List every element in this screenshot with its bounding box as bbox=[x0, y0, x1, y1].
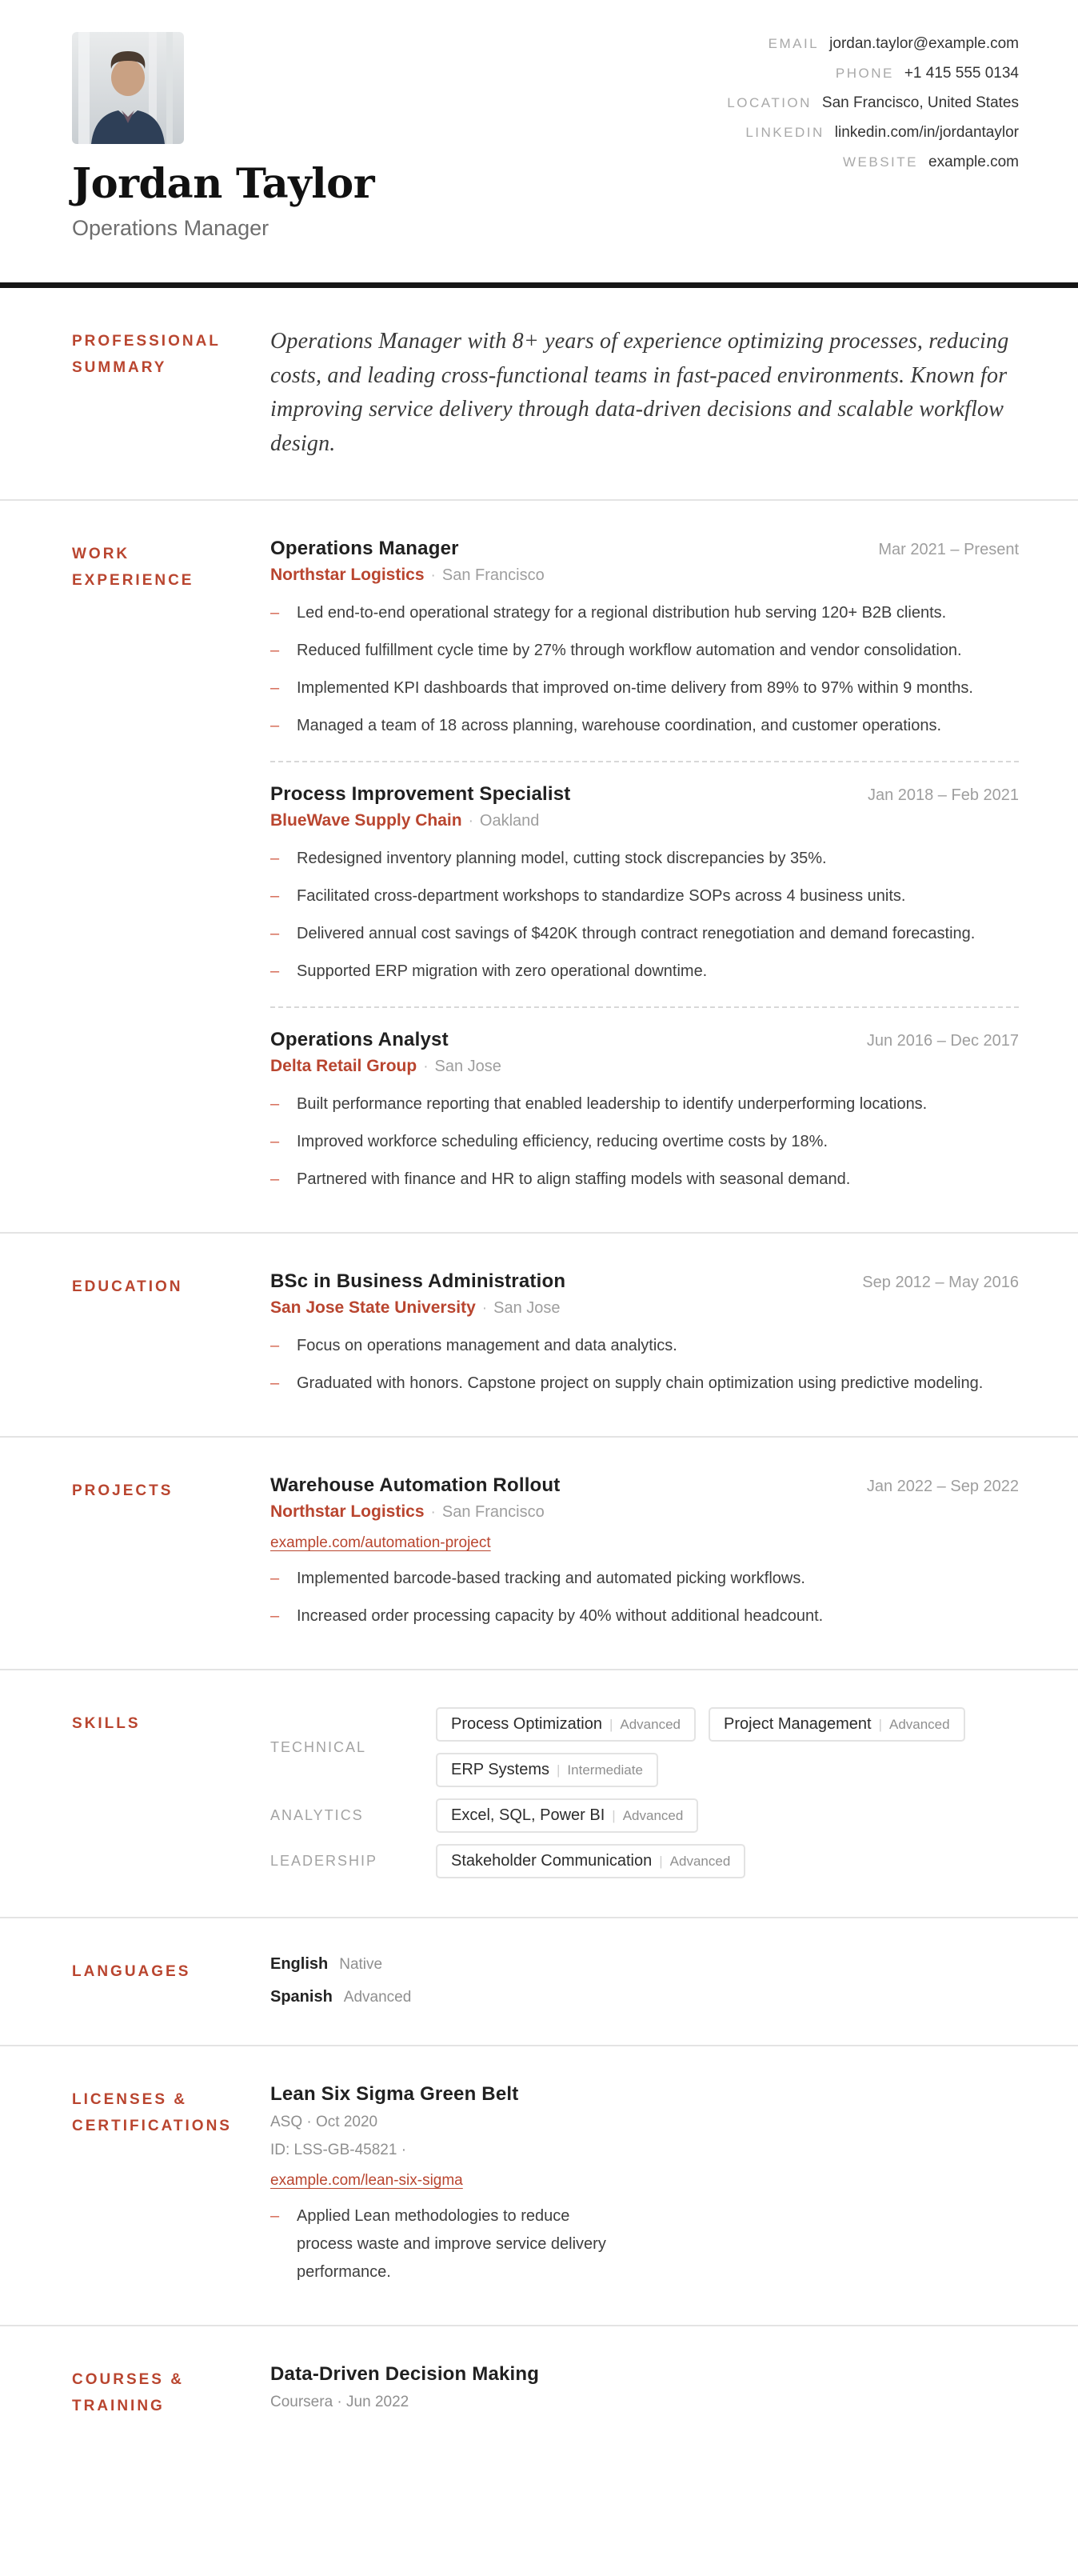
entry-head bbox=[270, 1474, 1019, 1497]
bullet-item bbox=[270, 712, 1019, 740]
language-level: Native bbox=[339, 1956, 383, 1974]
bullet-list bbox=[270, 1090, 1019, 1194]
section-label: PROJECTS bbox=[72, 1482, 174, 1500]
section-languages bbox=[0, 1917, 1078, 2045]
section-label: LANGUAGES bbox=[72, 1963, 191, 1981]
contact-label: LOCATION bbox=[727, 95, 812, 110]
entry-title: Operations Manager bbox=[270, 538, 459, 560]
bullet-text: Graduated with honors. Capstone project on supply chain optimization using predictive modeling. bbox=[297, 1374, 984, 1393]
section-certifications bbox=[0, 2045, 1078, 2325]
contact-label: LINKEDIN bbox=[745, 125, 824, 140]
skill-chip bbox=[436, 1753, 658, 1787]
bullet-dash: – bbox=[270, 1374, 280, 1393]
dot-separator: · bbox=[430, 1504, 436, 1522]
entry-location: San Jose bbox=[434, 1058, 501, 1076]
bullet-text: Facilitated cross-department workshops to standardize SOPs across 4 business units. bbox=[297, 887, 906, 906]
work-entry bbox=[270, 538, 1019, 740]
company-name: Delta Retail Group bbox=[270, 1057, 417, 1076]
work-entries bbox=[270, 538, 1019, 1194]
bullet-dash: – bbox=[270, 1337, 280, 1355]
entry-meta bbox=[270, 1502, 1019, 1522]
skill-level: Advanced bbox=[669, 1854, 731, 1870]
entry-title: Process Improvement Specialist bbox=[270, 783, 571, 806]
bullet-text: Delivered annual cost savings of $420K through contract renegotiation and demand forecasting. bbox=[297, 925, 976, 943]
skill-group-label: LEADERSHIP bbox=[270, 1853, 378, 1870]
skill-chip bbox=[436, 1707, 696, 1742]
skill-chips bbox=[436, 1798, 1019, 1833]
bullet-text: Reduced fulfillment cycle time by 27% through workflow automation and vendor consolidation. bbox=[297, 642, 962, 660]
certification-link-line bbox=[270, 2172, 616, 2190]
profile-photo-image bbox=[72, 32, 184, 144]
entry-title: Operations Analyst bbox=[270, 1029, 449, 1051]
bullet-item bbox=[270, 599, 1019, 627]
company-name: Northstar Logistics bbox=[270, 1502, 425, 1522]
language-row bbox=[270, 1955, 1019, 1974]
bullet-item bbox=[270, 845, 1019, 873]
section-projects bbox=[0, 1436, 1078, 1669]
dot-separator: · bbox=[423, 1058, 429, 1076]
bullet-dash: – bbox=[270, 679, 280, 698]
section-courses bbox=[0, 2325, 1078, 2458]
entry-head bbox=[270, 1270, 1019, 1293]
pipe-separator: | bbox=[609, 1717, 613, 1733]
contact-row-linkedin bbox=[727, 124, 1019, 142]
entry-date: Sep 2012 – May 2016 bbox=[862, 1274, 1019, 1292]
skill-name: Process Optimization bbox=[451, 1715, 602, 1734]
contact-row-location bbox=[727, 94, 1019, 112]
course-issuer-date: Coursera · Jun 2022 bbox=[270, 2394, 409, 2411]
skill-chip bbox=[436, 1798, 698, 1833]
bullet-text: Managed a team of 18 across planning, warehouse coordination, and customer operations. bbox=[297, 717, 942, 735]
pipe-separator: | bbox=[557, 1762, 561, 1778]
person-job-title: Operations Manager bbox=[72, 216, 270, 241]
bullet-dash: – bbox=[270, 1170, 280, 1189]
entry-date: Mar 2021 – Present bbox=[878, 541, 1019, 559]
bullet-text: Applied Lean methodologies to reduce process waste and improve service delivery performance. bbox=[297, 2207, 606, 2282]
section-work-experience bbox=[0, 499, 1078, 1232]
language-name: English bbox=[270, 1955, 329, 1974]
section-label: WORK EXPERIENCE bbox=[72, 546, 194, 590]
bullet-item bbox=[270, 1602, 1019, 1630]
language-row bbox=[270, 1988, 1019, 2006]
bullet-text: Improved workforce scheduling efficiency, reducing overtime costs by 18%. bbox=[297, 1133, 828, 1151]
course-title: Data-Driven Decision Making bbox=[270, 2363, 540, 2386]
person-name: Jordan Taylor bbox=[72, 160, 375, 208]
contact-label: WEBSITE bbox=[842, 154, 918, 170]
language-list bbox=[270, 1955, 1019, 2006]
bullet-text: Implemented barcode-based tracking and automated picking workflows. bbox=[297, 1570, 805, 1588]
bullet-text: Increased order processing capacity by 40% without additional headcount. bbox=[297, 1607, 824, 1626]
project-entry bbox=[270, 1474, 1019, 1630]
skill-group-label: TECHNICAL bbox=[270, 1738, 367, 1755]
skill-group-label: ANALYTICS bbox=[270, 1807, 364, 1824]
bullet-text: Supported ERP migration with zero operational downtime. bbox=[297, 962, 708, 981]
contact-value-location: San Francisco, United States bbox=[821, 94, 1019, 111]
skill-level: Advanced bbox=[888, 1717, 950, 1733]
bullet-dash: – bbox=[270, 962, 280, 981]
bullet-text: Led end-to-end operational strategy for a regional distribution hub serving 120+ B2B clients. bbox=[297, 604, 947, 622]
entry-divider bbox=[270, 761, 1019, 762]
section-professional-summary bbox=[0, 288, 1078, 499]
section-label: PROFESSIONAL SUMMARY bbox=[72, 333, 221, 377]
bullet-dash: – bbox=[270, 1607, 280, 1626]
certification-entry bbox=[270, 2083, 616, 2286]
skill-chips bbox=[436, 1844, 1019, 1878]
bullet-text: Focus on operations management and data analytics. bbox=[297, 1337, 677, 1355]
bullet-item bbox=[270, 920, 1019, 948]
entry-head bbox=[270, 783, 1019, 806]
education-entry bbox=[270, 1270, 1019, 1398]
bullet-item bbox=[270, 1332, 1019, 1360]
section-label: SKILLS bbox=[72, 1715, 141, 1733]
bullet-dash: – bbox=[270, 925, 280, 943]
bullet-item bbox=[270, 1166, 1019, 1194]
bullet-item bbox=[270, 2202, 616, 2286]
company-name: BlueWave Supply Chain bbox=[270, 811, 462, 830]
bullet-text: Implemented KPI dashboards that improved on-time delivery from 89% to 97% within 9 months. bbox=[297, 679, 973, 698]
section-skills bbox=[0, 1669, 1078, 1917]
bullet-dash: – bbox=[270, 887, 280, 906]
skill-groups bbox=[270, 1707, 1019, 1878]
section-label: LICENSES & CERTIFICATIONS bbox=[72, 2091, 232, 2135]
skill-group-analytics bbox=[270, 1798, 1019, 1833]
bullet-list bbox=[270, 1565, 1019, 1630]
bullet-dash: – bbox=[270, 1095, 280, 1114]
bullet-dash: – bbox=[270, 642, 280, 660]
contact-row-website bbox=[727, 154, 1019, 171]
entry-divider bbox=[270, 1006, 1019, 1008]
contact-label: EMAIL bbox=[768, 36, 820, 51]
resume-header bbox=[0, 0, 1078, 282]
bullet-item bbox=[270, 637, 1019, 665]
dot-separator: · bbox=[468, 813, 473, 830]
skill-group-technical bbox=[270, 1707, 1019, 1787]
entry-location: San Jose bbox=[493, 1299, 561, 1318]
project-link-line bbox=[270, 1534, 1019, 1552]
skill-chip bbox=[436, 1844, 745, 1878]
bullet-dash: – bbox=[270, 1570, 280, 1588]
contact-label: PHONE bbox=[835, 66, 894, 81]
bullet-dash: – bbox=[270, 1133, 280, 1151]
section-education bbox=[0, 1232, 1078, 1436]
certification-id: ID: LSS-GB-45821 · bbox=[270, 2142, 407, 2159]
course-entry bbox=[270, 2363, 1019, 2420]
contact-row-email bbox=[727, 35, 1019, 53]
certification-issuer-date: ASQ · Oct 2020 bbox=[270, 2114, 378, 2131]
entry-head bbox=[270, 1029, 1019, 1051]
language-name: Spanish bbox=[270, 1988, 333, 2006]
bullet-dash: – bbox=[270, 850, 280, 868]
summary-text: Operations Manager with 8+ years of experience optimizing processes, reducing costs, and leading cross-functional teams in fast-paced environments. Known for improving service delivery through data-driven decisions and scalable workflow design. bbox=[270, 329, 1009, 456]
pipe-separator: | bbox=[612, 1808, 616, 1824]
bullet-text: Partnered with finance and HR to align staffing models with seasonal demand. bbox=[297, 1170, 851, 1189]
bullet-item bbox=[270, 958, 1019, 986]
section-label: COURSES & TRAINING bbox=[72, 2371, 184, 2415]
company-name: Northstar Logistics bbox=[270, 566, 425, 585]
bullet-dash: – bbox=[270, 2207, 280, 2226]
section-label: EDUCATION bbox=[72, 1278, 183, 1296]
entry-date: Jan 2018 – Feb 2021 bbox=[867, 786, 1019, 805]
skill-name: Excel, SQL, Power BI bbox=[451, 1806, 605, 1825]
header-divider bbox=[0, 282, 1078, 288]
contact-value-phone: +1 415 555 0134 bbox=[904, 65, 1019, 82]
bullet-list bbox=[270, 1332, 1019, 1398]
dot-separator: · bbox=[481, 1300, 488, 1318]
dot-separator: · bbox=[430, 567, 436, 585]
bullet-item bbox=[270, 882, 1019, 910]
bullet-text: Redesigned inventory planning model, cutting stock discrepancies by 35%. bbox=[297, 850, 827, 868]
work-entry bbox=[270, 783, 1019, 986]
school-name: San Jose State University bbox=[270, 1298, 476, 1318]
bullet-item bbox=[270, 1370, 1019, 1398]
pipe-separator: | bbox=[878, 1717, 882, 1733]
certification-title: Lean Six Sigma Green Belt bbox=[270, 2083, 519, 2106]
bullet-text: Built performance reporting that enabled leadership to identify underperforming locations. bbox=[297, 1095, 928, 1114]
skill-chip bbox=[709, 1707, 965, 1742]
bullet-item bbox=[270, 674, 1019, 702]
bullet-dash: – bbox=[270, 717, 280, 735]
skill-level: Advanced bbox=[620, 1717, 681, 1733]
certification-link[interactable]: example.com/lean-six-sigma bbox=[270, 2172, 463, 2190]
bullet-list bbox=[270, 599, 1019, 740]
entry-meta bbox=[270, 566, 1019, 585]
project-link[interactable]: example.com/automation-project bbox=[270, 1534, 491, 1552]
language-level: Advanced bbox=[343, 1989, 412, 2006]
skill-name: Stakeholder Communication bbox=[451, 1852, 653, 1870]
bullet-list bbox=[270, 2202, 616, 2286]
entry-location: San Francisco bbox=[441, 566, 545, 585]
skill-level: Advanced bbox=[622, 1808, 684, 1824]
entry-meta bbox=[270, 1298, 1019, 1318]
degree-title: BSc in Business Administration bbox=[270, 1270, 566, 1293]
bullet-list bbox=[270, 845, 1019, 986]
entry-location: Oakland bbox=[479, 812, 540, 830]
contact-block bbox=[727, 35, 1019, 183]
entry-meta bbox=[270, 1057, 1019, 1076]
contact-value-email: jordan.taylor@example.com bbox=[829, 35, 1019, 52]
entry-date: Jun 2016 – Dec 2017 bbox=[866, 1032, 1019, 1050]
bullet-item bbox=[270, 1090, 1019, 1118]
pipe-separator: | bbox=[659, 1854, 663, 1870]
work-entry bbox=[270, 1029, 1019, 1194]
skill-level: Intermediate bbox=[567, 1762, 643, 1778]
project-title: Warehouse Automation Rollout bbox=[270, 1474, 561, 1497]
bullet-item bbox=[270, 1565, 1019, 1593]
skill-group-leadership bbox=[270, 1844, 1019, 1878]
entry-head bbox=[270, 538, 1019, 560]
bullet-item bbox=[270, 1128, 1019, 1156]
bullet-dash: – bbox=[270, 604, 280, 622]
contact-row-phone bbox=[727, 65, 1019, 82]
skill-name: Project Management bbox=[724, 1715, 872, 1734]
profile-photo bbox=[72, 32, 184, 144]
entry-location: San Francisco bbox=[441, 1503, 545, 1522]
contact-value-linkedin: linkedin.com/in/jordantaylor bbox=[834, 124, 1019, 141]
entry-meta bbox=[270, 811, 1019, 830]
skill-chips bbox=[436, 1707, 1019, 1787]
contact-value-website: example.com bbox=[928, 154, 1019, 170]
entry-date: Jan 2022 – Sep 2022 bbox=[866, 1478, 1019, 1496]
skill-name: ERP Systems bbox=[451, 1761, 549, 1779]
